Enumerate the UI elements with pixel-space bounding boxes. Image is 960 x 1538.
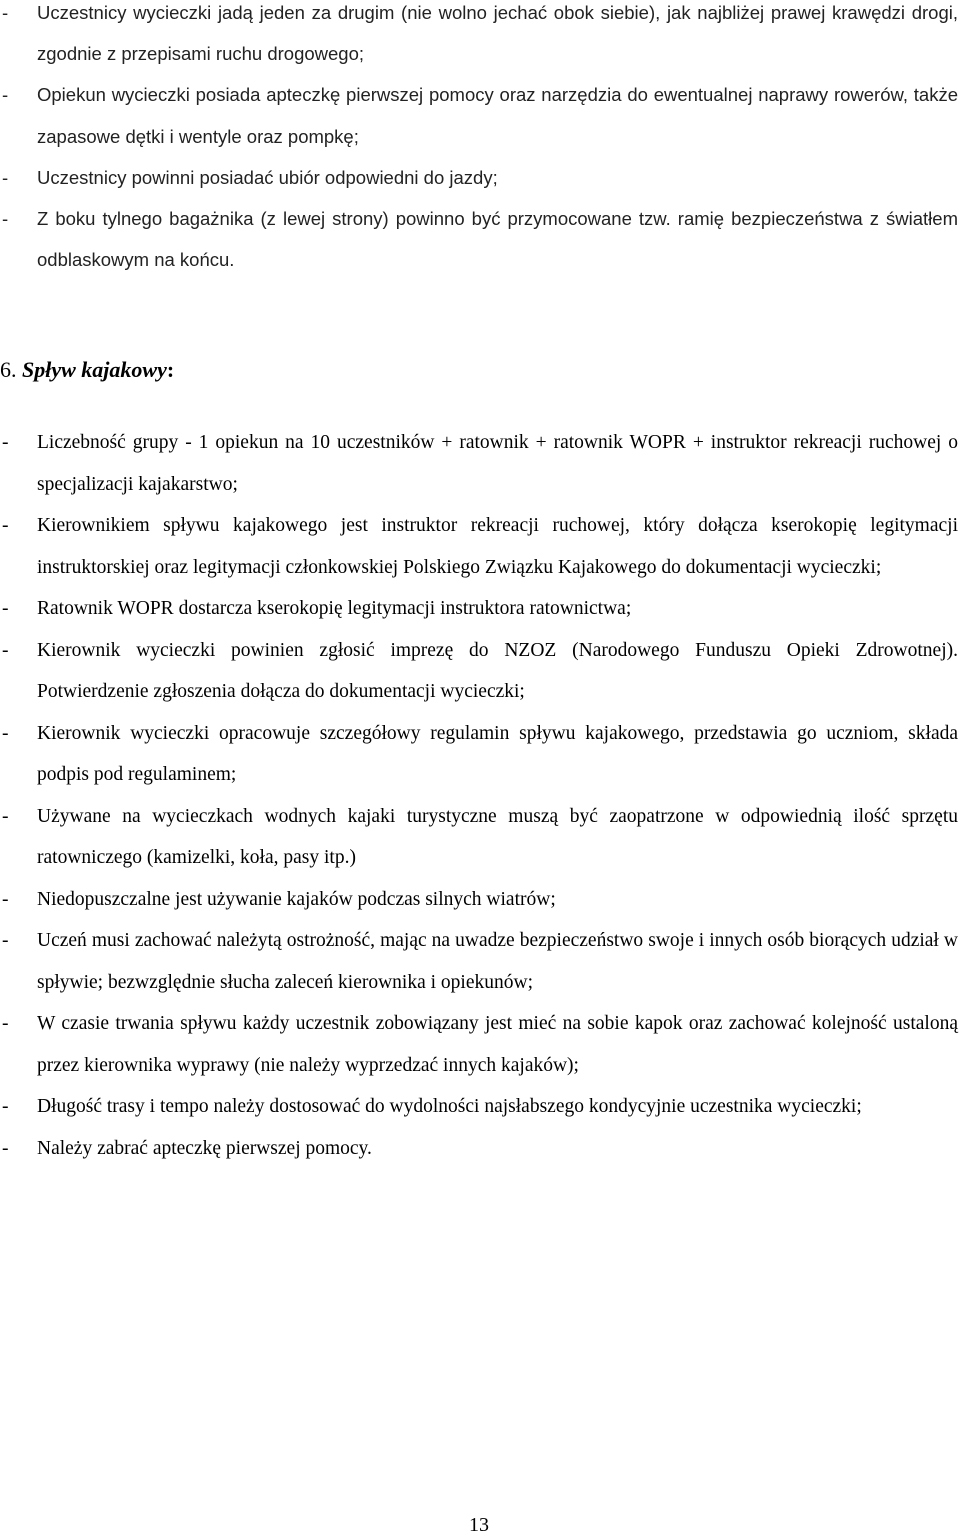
list-item [0, 157, 958, 198]
list-item [0, 422, 958, 505]
list-item [0, 198, 958, 280]
bullet-dash: - [2, 2, 9, 23]
section-colon: : [166, 357, 175, 382]
list-item-text: Opiekun wycieczki posiada apteczkę pierwszej pomocy oraz narzędzia do ewentualnej naprawy rowerów, także zapasowe dętki i wentyle oraz pompkę; [37, 84, 958, 147]
kayak-rules-list [0, 422, 958, 1169]
list-item [0, 920, 958, 1003]
bullet-dash: - [2, 1096, 9, 1117]
list-item-text: Z boku tylnego bagażnika (z lewej strony) powinno być przymocowane tzw. ramię bezpieczeństwa z światłem odblaskowym na końcu. [37, 208, 958, 271]
list-item [0, 505, 958, 588]
section-heading [0, 352, 174, 388]
list-item-text: Uczeń musi zachować należytą ostrożność, mając na uwadze bezpieczeństwo swoje i innych osób biorących udział w spływie; bezwzględnie słucha zaleceń kierownika i opiekunów; [37, 930, 958, 993]
bullet-dash: - [2, 639, 9, 661]
bullet-dash: - [2, 888, 9, 910]
list-item-text: W czasie trwania spływu każdy uczestnik zobowiązany jest mieć na sobie kapok oraz zachować kolejność ustaloną przez kierownika wyprawy (nie należy wyprzedzać innych kajaków); [37, 1013, 958, 1076]
bullet-dash: - [2, 515, 9, 536]
list-item-text: Używane na wycieczkach wodnych kajaki turystyczne muszą być zaopatrzone w odpowiednią ilość sprzętu ratowniczego (kamizelki, koła, pasy itp.) [37, 805, 958, 868]
bullet-dash: - [2, 930, 9, 951]
list-item-text: Kierownik wycieczki powinien zgłosić imprezę do NZOZ (Narodowego Funduszu Opieki Zdrowotnej). Potwierdzenie zgłoszenia dołącza do dokumentacji wycieczki; [37, 639, 958, 702]
list-item-text: Należy zabrać apteczkę pierwszej pomocy. [37, 1137, 372, 1159]
list-item [0, 1086, 958, 1128]
bullet-dash: - [2, 208, 9, 230]
bullet-dash: - [2, 805, 9, 827]
list-item [0, 0, 958, 74]
section-title: Spływ kajakowy [22, 357, 167, 382]
list-item [0, 630, 958, 713]
list-item-text: Długość trasy i tempo należy dostosować do wydolności najsłabszego kondycyjnie uczestnika wycieczki; [37, 1096, 862, 1117]
section-number: 6. [0, 357, 17, 382]
list-item [0, 879, 958, 921]
list-item [0, 713, 958, 796]
bullet-dash: - [2, 598, 9, 619]
bullet-dash: - [2, 84, 9, 106]
list-item [0, 796, 958, 879]
list-item-text: Uczestnicy wycieczki jadą jeden za drugim (nie wolno jechać obok siebie), jak najbliżej prawej krawędzi drogi, zgodnie z przepisami ruchu drogowego; [37, 2, 958, 65]
bullet-dash: - [2, 432, 9, 453]
list-item [0, 1003, 958, 1086]
list-item [0, 588, 958, 630]
list-item-text: Kierownik wycieczki opracowuje szczegółowy regulamin spływu kajakowego, przedstawia go uczniom, składa podpis pod regulaminem; [37, 722, 958, 785]
list-item-text: Kierownikiem spływu kajakowego jest instruktor rekreacji ruchowej, który dołącza kserokopię legitymacji instruktorskiej oraz legitymacji członkowskiej Polskiego Związku Kajakowego do dokumentacji wycieczki; [37, 515, 958, 578]
bullet-dash: - [2, 1137, 9, 1159]
list-item-text: Uczestnicy powinni posiadać ubiór odpowiedni do jazdy; [37, 166, 498, 188]
bullet-dash: - [2, 722, 9, 744]
bullet-dash: - [2, 1013, 9, 1034]
list-item-text: Ratownik WOPR dostarcza kserokopię legitymacji instruktora ratownictwa; [37, 598, 632, 619]
list-item [0, 74, 958, 156]
list-item-text: Liczebność grupy - 1 opiekun na 10 uczestników + ratownik + ratownik WOPR + instruktor rekreacji ruchowej o specjalizacji kajakarstwo; [37, 432, 958, 495]
list-item [0, 1128, 958, 1170]
list-item-text: Niedopuszczalne jest używanie kajaków podczas silnych wiatrów; [37, 888, 556, 910]
bike-rules-list [0, 0, 958, 280]
page-number: 13 [469, 1514, 489, 1536]
bullet-dash: - [2, 166, 9, 188]
